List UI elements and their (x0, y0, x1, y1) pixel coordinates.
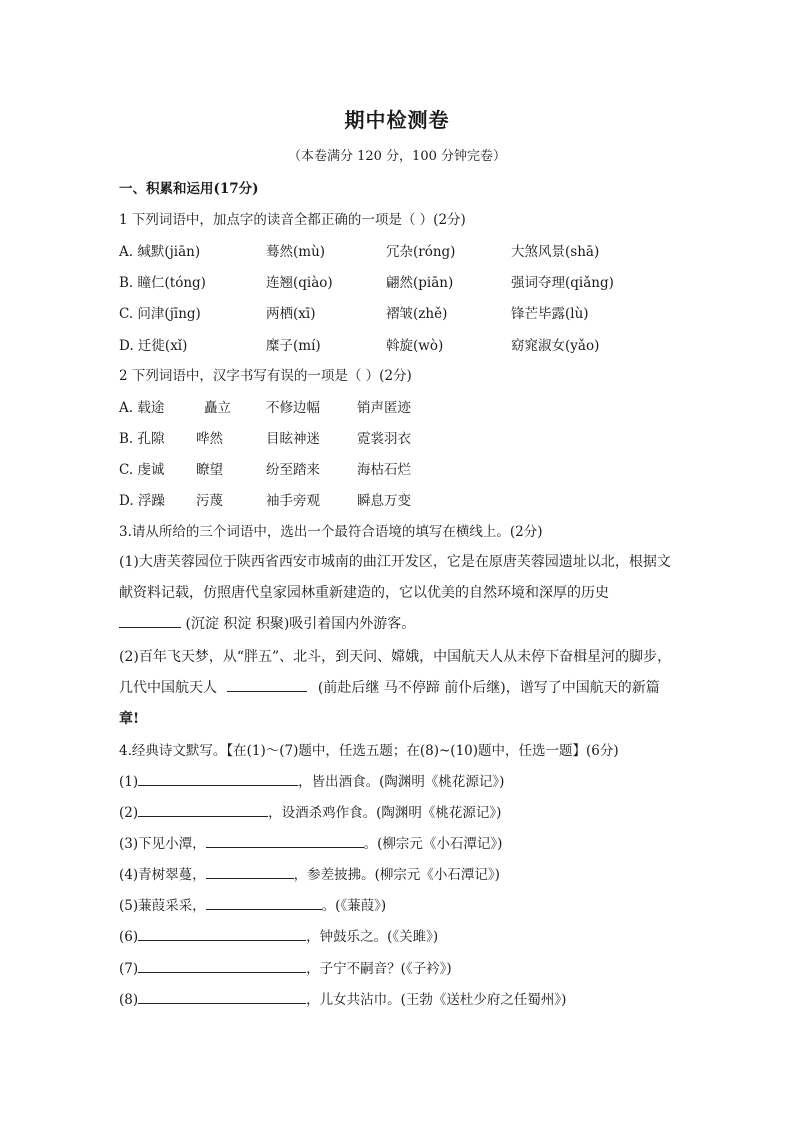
q2-option-c-3: 纷至踏来 (266, 462, 320, 478)
q4-item-8-prefix: (8) (119, 992, 139, 1008)
q4-item-2-prefix: (2) (119, 805, 139, 821)
q2-option-a-2: 矗立 (204, 400, 231, 416)
q2-option-a-1: A. 载途 (119, 400, 165, 416)
q4-item-5-suffix: 。(《蒹葭》) (321, 898, 387, 914)
page-title: 期中检测卷 (344, 108, 450, 132)
q4-item-6-prefix: (6) (119, 929, 139, 945)
q2-option-a-4: 销声匿迹 (357, 400, 411, 416)
q2-option-c-1: C. 虔诚 (119, 462, 165, 478)
q1-option-d-1: D. 迁徙(xǐ) (119, 338, 188, 354)
q4-item-8 (119, 988, 566, 1008)
q4-item-1-blank[interactable] (138, 771, 298, 786)
q4-item-3-blank[interactable] (206, 833, 364, 848)
q4-item-4-suffix: ，参差披拂。(柳宗元《小石潭记》) (293, 867, 500, 883)
q4-item-7-suffix: ，子宁不嗣音？(《子衿》) (306, 961, 452, 977)
section-heading: 一、积累和运用(17分) (119, 181, 259, 197)
q4-item-3-suffix: 。(柳宗元《小石潭记》) (363, 836, 503, 852)
q1-option-d-2: 糜子(mí) (266, 338, 321, 354)
q4-item-6-suffix: ，钟鼓乐之。(《关雎》) (306, 929, 439, 945)
q4-item-1 (119, 770, 504, 790)
q2-option-b-2: 哗然 (196, 431, 223, 447)
q4-item-7 (119, 957, 452, 977)
q1-option-b-4: 强词夺理(qiǎng) (511, 275, 614, 291)
q2-option-b-1: B. 孔隙 (119, 431, 165, 447)
q3-passage-2-lead: 几代中国航天人 (119, 680, 217, 696)
q2-option-d-2: 污蔑 (196, 493, 223, 509)
q2-option-d-4: 瞬息万变 (357, 493, 411, 509)
q3-passage-2-line-3: 章! (119, 711, 140, 727)
q4-item-4 (119, 863, 500, 883)
q1-option-d-3: 斡旋(wò) (386, 338, 444, 354)
q4-item-2-suffix: ，设酒杀鸡作食。(陶渊明《桃花源记》) (268, 805, 502, 821)
q1-option-b-3: 翩然(piān) (386, 275, 454, 291)
page-subtitle: （本卷满分 120 分，100 分钟完卷） (287, 149, 507, 164)
q4-item-5-prefix: (5)蒹葭采采， (119, 898, 206, 914)
q3-passage-1-choices: (沉淀 积淀 积聚)吸引着国内外游客。 (185, 616, 416, 632)
q1-option-c-2: 两栖(xī) (266, 306, 316, 322)
q2-option-d-1: D. 浮躁 (119, 493, 165, 509)
q1-option-c-4: 锋芒毕露(lù) (511, 306, 589, 322)
question-2-stem: 2 下列词语中，汉字书写有误的一项是（ ）(2分) (119, 368, 412, 384)
q4-item-2-blank[interactable] (138, 802, 268, 817)
q4-item-8-blank[interactable] (138, 989, 306, 1004)
q2-option-c-4: 海枯石烂 (357, 462, 411, 478)
q2-option-d-3: 袖手旁观 (266, 493, 320, 509)
q4-item-6 (119, 925, 438, 945)
q1-option-c-1: C. 问津(jīng) (119, 306, 201, 322)
q4-item-3-prefix: (3)下见小潭， (119, 836, 206, 852)
q3-blank-1[interactable] (119, 613, 181, 628)
q1-option-b-1: B. 瞳仁(tóng) (119, 275, 206, 291)
q1-option-a-1: A. 缄默(jiān) (119, 244, 201, 260)
q2-option-c-2: 瞭望 (196, 462, 223, 478)
question-4-stem: 4.经典诗文默写。【在(1)～(7)题中，任选五题；在(8)~(10)题中，任选一题】(6分) (119, 743, 619, 759)
q3-passage-2-line-1: (2)百年飞天梦，从“胖五”、北斗，到天问、嫦娥，中国航天人从未停下奋楫星河的脚步， (119, 649, 672, 665)
q1-option-c-3: 褶皱(zhě) (386, 306, 448, 322)
q4-item-5-blank[interactable] (206, 895, 322, 910)
q4-item-2 (119, 801, 501, 821)
q4-item-7-prefix: (7) (119, 961, 139, 977)
q4-item-1-prefix: (1) (119, 774, 139, 790)
q4-item-6-blank[interactable] (138, 926, 306, 941)
q4-item-8-suffix: ，儿女共沾巾。(王勃《送杜少府之任蜀州》) (306, 992, 567, 1008)
question-3-stem: 3.请从所给的三个词语中，选出一个最符合语境的填写在横线上。(2分) (119, 524, 543, 540)
q2-option-a-3: 不修边幅 (266, 400, 320, 416)
q1-option-a-4: 大煞风景(shā) (511, 244, 600, 260)
q3-blank-2[interactable] (227, 677, 307, 692)
q3-passage-2-choices: (前赴后继 马不停蹄 前仆后继)，谱写了中国航天的新篇 (317, 680, 660, 696)
q4-item-7-blank[interactable] (138, 958, 306, 973)
q4-item-3 (119, 832, 502, 852)
q4-item-5 (119, 894, 386, 914)
q4-item-1-suffix: ，皆出酒食。(陶渊明《桃花源记》) (298, 774, 505, 790)
q1-option-a-2: 蓦然(mù) (266, 244, 326, 260)
q4-item-4-prefix: (4)青树翠蔓， (119, 867, 206, 883)
q3-passage-2-line-2 (119, 677, 660, 697)
q2-option-b-3: 目眩神迷 (266, 431, 320, 447)
question-1-stem: 1 下列词语中，加点字的读音全都正确的一项是（ ）(2分) (119, 212, 466, 228)
q2-option-b-4: 霓裳羽衣 (357, 431, 411, 447)
q1-option-d-4: 窈窕淑女(yǎo) (511, 338, 600, 354)
q3-passage-1-line-2: 献资料记载，仿照唐代皇家园林重新建造的，它以优美的自然环境和深厚的历史 (119, 585, 609, 601)
q1-option-a-3: 冗杂(róng) (386, 244, 456, 260)
q4-item-4-blank[interactable] (206, 864, 294, 879)
q3-passage-1-line-3 (119, 613, 415, 633)
q1-option-b-2: 连翘(qiào) (266, 275, 333, 291)
q3-passage-1-line-1: (1)大唐芙蓉园位于陕西省西安市城南的曲江开发区，它是在原唐芙蓉园遗址以北，根据文 (119, 554, 671, 570)
